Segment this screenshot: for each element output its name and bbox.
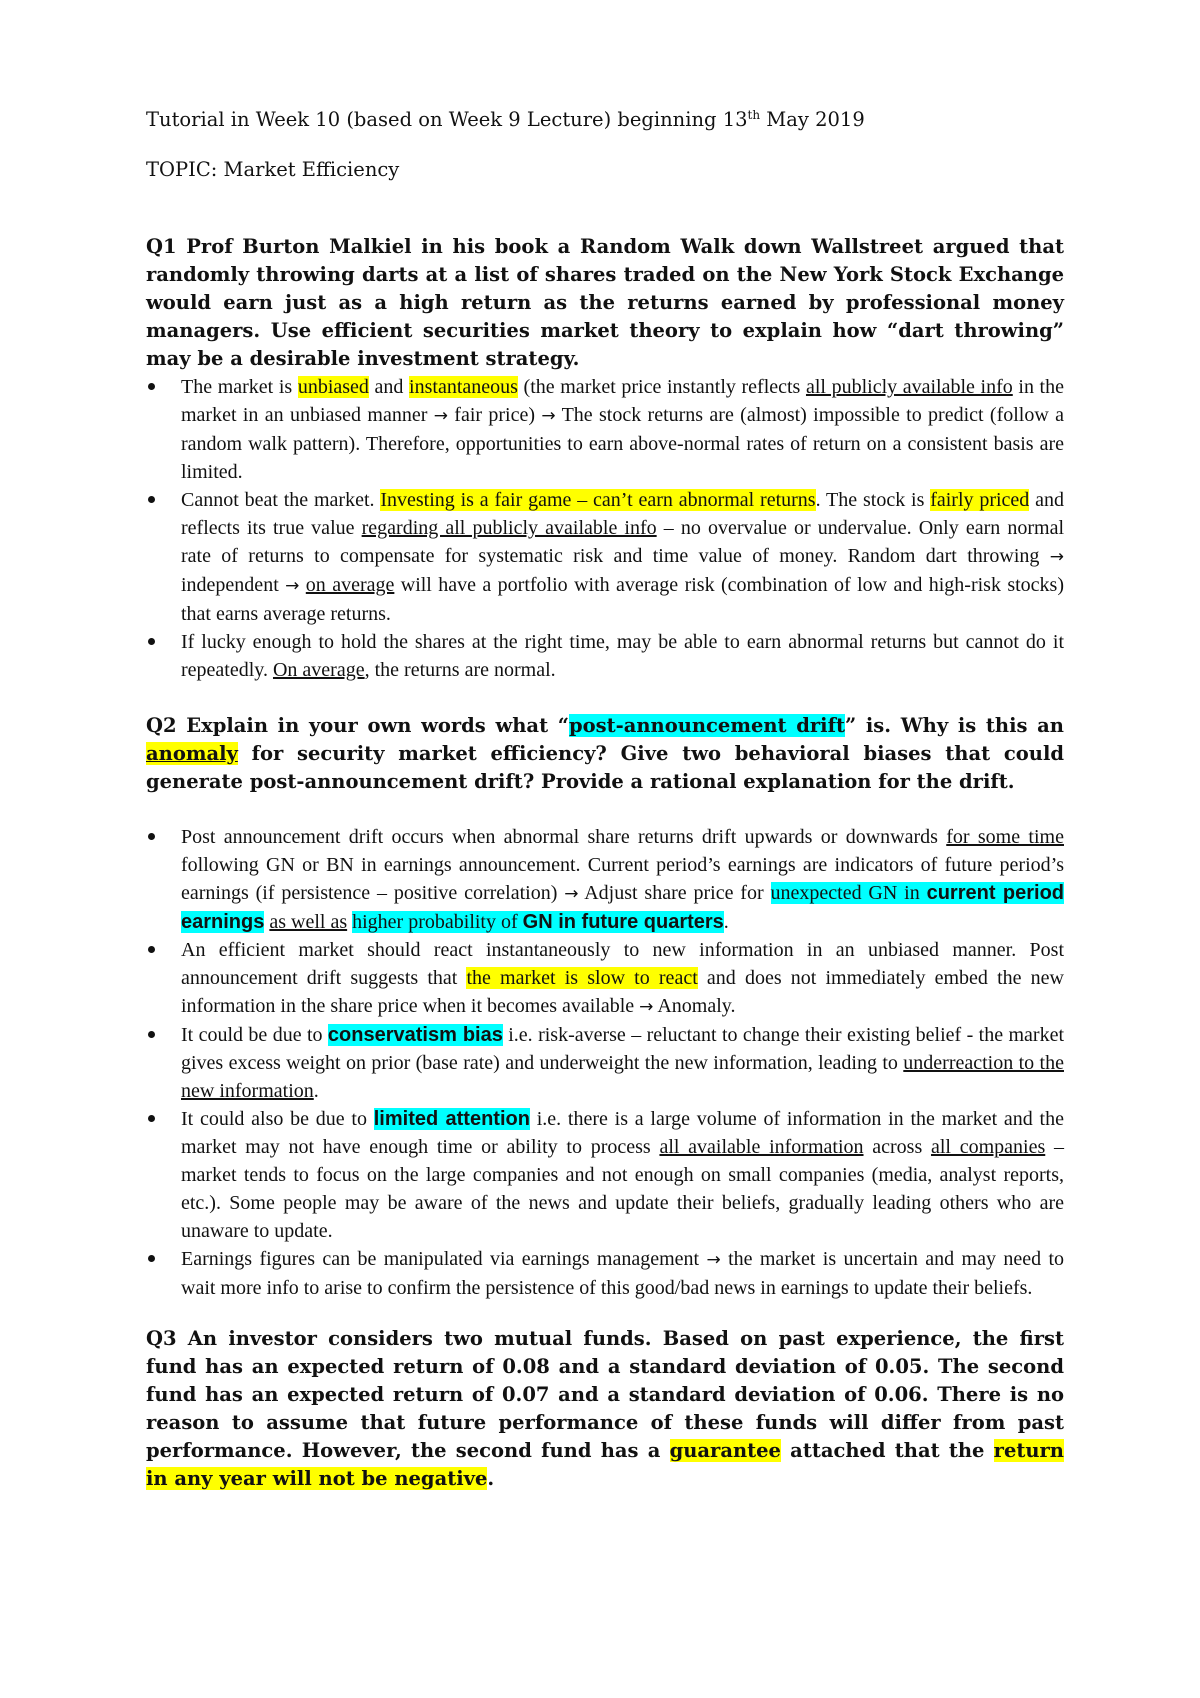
superscript-th: th (747, 108, 761, 122)
highlight-unbiased: unbiased (297, 376, 369, 398)
underline-on-average: On average (272, 659, 365, 681)
highlight-unexpected-gn: unexpected GN in current period earnings (181, 882, 1065, 933)
underline-all-companies: all companies (930, 1136, 1046, 1158)
right-arrow-icon: → (1049, 547, 1064, 567)
q1-bullet-2: Cannot beat the market. Investing is a fair game – can’t earn abnormal returns. The stock is fairly priced and reflects its true value regarding all publicly available info – no overvalue or undervalue. Only earn normal rate of returns to compensate for systematic risk and time value of money. Random dart throwing → independent → on average will have a portfolio with average risk (combination of low and high-risk stocks) that earns average returns. (146, 486, 1064, 628)
q2-bullet-4: It could also be due to limited attention i.e. there is a large volume of information in the market and the market may not have enough time or ability to process all available information across all companies – market tends to focus on the large companies and not enough on small companies (media, analyst reports, etc.). Some people may be aware of the news and update their beliefs, gradually leading others who are unaware to update. (146, 1105, 1064, 1245)
highlight-post-announcement-drift: post-announcement drift (568, 714, 845, 737)
document-title: Tutorial in Week 10 (based on Week 9 Lecture) beginning 13th May 2019 (146, 108, 865, 131)
right-arrow-icon: → (433, 406, 448, 426)
right-arrow-icon: → (564, 884, 579, 904)
q1-answer-list (146, 373, 1064, 684)
highlight-higher-probability: higher probability of GN in future quarters (352, 911, 724, 933)
q2-answer-list (146, 823, 1064, 1302)
highlight-limited-attention: limited attention (373, 1108, 530, 1130)
question-3: Q3 An investor considers two mutual funds. Based on past experience, the first fund has an expected return of 0.08 and a standard deviation of 0.05. The second fund has an expected return of 0.07 and a standard deviation of 0.06. There is no reason to assume that future performance of these funds will differ from past performance. However, the second fund has a guarantee attached that the return in any year will not be negative. (146, 1327, 1064, 1490)
right-arrow-icon: → (706, 1250, 721, 1270)
right-arrow-icon: → (285, 576, 300, 596)
underline-public-info: all publicly available info (805, 376, 1013, 398)
q2-bullet-2: An efficient market should react instantaneously to new information in an unbiased manner. Post announcement drift suggests that the market is slow to react and does not immediately embed the new information in the share price when it becomes available → Anomaly. (146, 936, 1064, 1021)
underline-all-available-info: all available information (659, 1136, 864, 1158)
highlight-not-negative: return in any year will not be negative (146, 1439, 1064, 1490)
highlight-fair-game: Investing is a fair game – can’t earn abnormal returns (380, 489, 816, 511)
right-arrow-icon: → (541, 406, 556, 426)
underline-on-average: on average (305, 574, 395, 596)
question-1: Q1 Prof Burton Malkiel in his book a Random Walk down Wallstreet argued that randomly throwing darts at a list of shares traded on the New York Stock Exchange would earn just as a high return as the returns earned by professional money managers. Use efficient securities market theory to explain how “dart throwing” may be a desirable investment strategy. (146, 235, 1064, 370)
underline-regarding-info: regarding all publicly available info (361, 517, 657, 539)
highlight-fairly-priced: fairly priced (930, 489, 1030, 511)
highlight-instantaneous: instantaneous (409, 376, 518, 398)
q2-bullet-5: Earnings figures can be manipulated via earnings management → the market is uncertain and may need to wait more info to arise to confirm the persistence of this good/bad news in earnings to update their beliefs. (146, 1245, 1064, 1302)
underline-for-some-time: for some time (946, 826, 1064, 848)
question-2: Q2 Explain in your own words what “post-announcement drift” is. Why is this an anomaly for security market efficiency? Give two behavioral biases that could generate post-announcement drift? Provide a rational explanation for the drift. (146, 714, 1064, 793)
highlight-slow-to-react: the market is slow to react (466, 967, 698, 989)
q2-bullet-3: It could be due to conservatism bias i.e. risk-averse – reluctant to change their existing belief - the market gives excess weight on prior (base rate) and underweight the new information, leading to underreaction to the new information. (146, 1021, 1064, 1105)
highlight-guarantee: guarantee (669, 1439, 781, 1462)
q2-bullet-1: Post announcement drift occurs when abnormal share returns drift upwards or downwards for some time following GN or BN in earnings announcement. Current period’s earnings are indicators of future period’s earnings (if persistence – positive correlation) → Adjust share price for unexpected GN in current period earnings as well as higher probability of GN in future quarters. (146, 823, 1064, 936)
underline-underreaction: underreaction to the new information (181, 1052, 1064, 1102)
highlight-anomaly: anomaly (146, 742, 238, 765)
q1-bullet-3: If lucky enough to hold the shares at the right time, may be able to earn abnormal returns but cannot do it repeatedly. On average, the returns are normal. (146, 628, 1064, 684)
topic-heading: TOPIC: Market Efficiency (146, 158, 400, 181)
q1-bullet-1: The market is unbiased and instantaneous (the market price instantly reflects all publicly available info in the market in an unbiased manner → fair price) → The stock returns are (almost) impossible to predict (follow a random walk pattern). Therefore, opportunities to earn above-normal rates of return on a consistent basis are limited. (146, 373, 1064, 486)
underline-as-well-as: as well as (269, 911, 348, 933)
highlight-conservatism-bias: conservatism bias (327, 1024, 503, 1046)
right-arrow-icon: → (639, 997, 654, 1017)
